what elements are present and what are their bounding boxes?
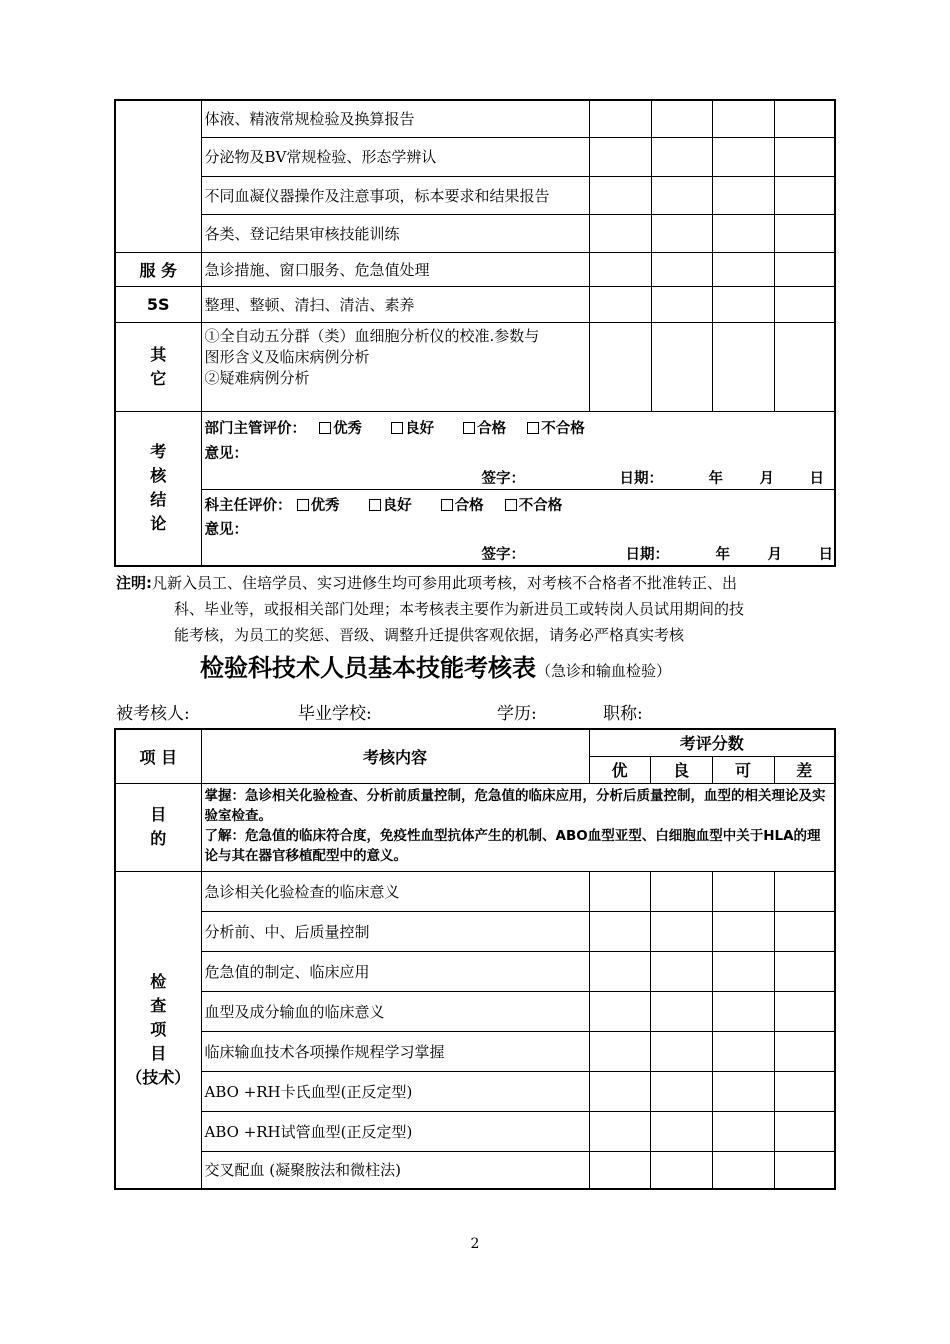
header-item: 项 目	[115, 729, 201, 783]
score-cell[interactable]	[712, 951, 774, 991]
skills-assessment-table	[114, 728, 836, 1190]
dept-eval-label: 部门主管评价：	[204, 420, 306, 437]
score-cell[interactable]	[650, 1151, 712, 1189]
item-text: 不同血凝仪器操作及注意事项，标本要求和结果报告	[201, 176, 589, 214]
score-cell[interactable]	[712, 214, 774, 252]
score-cell[interactable]	[589, 176, 651, 214]
checkbox-icon[interactable]	[391, 422, 403, 434]
item-text: 危急值的制定、临床应用	[201, 951, 589, 991]
score-cell[interactable]	[712, 252, 774, 286]
score-cell[interactable]	[774, 1151, 835, 1189]
option-pass[interactable]: 合格	[463, 417, 506, 438]
option-good[interactable]: 良好	[391, 417, 434, 438]
category-5s: 5S	[115, 286, 201, 322]
item-text: 临床输血技术各项操作规程学习掌握	[201, 1031, 589, 1071]
score-cell[interactable]	[712, 1151, 774, 1189]
director-eval-label: 科主任评价：	[204, 497, 292, 514]
score-cell[interactable]	[589, 214, 651, 252]
option-fail[interactable]: 不合格	[505, 494, 563, 515]
category-other: 其 它	[115, 322, 201, 411]
score-cell[interactable]	[589, 322, 651, 411]
check-items-label: 检 查 项 目 （技术）	[115, 871, 201, 1189]
score-cell[interactable]	[650, 951, 712, 991]
score-cell[interactable]	[774, 176, 835, 214]
item-text: 分泌物及BV常规检验、形态学辨认	[201, 137, 589, 176]
conclusion-label: 考 核 结 论	[115, 411, 201, 566]
category-service: 服 务	[115, 252, 201, 286]
form-title	[200, 648, 671, 683]
item-text: ABO +RH卡氏血型(正反定型)	[201, 1071, 589, 1111]
note-line-1: 凡新入员工、住培学员、实习进修生均可参用此项考核，对考核不合格者不批准转正、出	[152, 574, 738, 592]
score-cell[interactable]	[589, 286, 651, 322]
score-cell[interactable]	[712, 176, 774, 214]
score-cell[interactable]	[774, 322, 835, 411]
score-cell[interactable]	[651, 100, 712, 137]
director-evaluation-cell	[201, 489, 835, 566]
month-label: 月	[759, 470, 774, 487]
opinion-label: 意见：	[204, 445, 248, 462]
score-cell[interactable]	[712, 1071, 774, 1111]
score-cell[interactable]	[712, 100, 774, 137]
page-number: 2	[470, 1236, 480, 1252]
header-content: 考核内容	[201, 729, 589, 783]
score-cell[interactable]	[774, 911, 835, 951]
option-pass[interactable]: 合格	[441, 494, 484, 515]
score-cell[interactable]	[650, 911, 712, 951]
score-cell[interactable]	[774, 951, 835, 991]
score-cell[interactable]	[589, 252, 651, 286]
sign-label: 签字：	[481, 546, 525, 563]
score-cell[interactable]	[712, 1111, 774, 1151]
score-cell[interactable]	[651, 286, 712, 322]
checkbox-icon[interactable]	[463, 422, 475, 434]
score-cell[interactable]	[651, 252, 712, 286]
item-text: ABO +RH试管血型(正反定型)	[201, 1111, 589, 1151]
day-label: 日	[818, 546, 833, 563]
score-cell[interactable]	[712, 286, 774, 322]
year-label: 年	[708, 470, 723, 487]
score-cell[interactable]	[589, 1111, 650, 1151]
year-label: 年	[715, 546, 730, 563]
dept-evaluation-cell	[201, 411, 835, 489]
score-cell[interactable]	[774, 214, 835, 252]
score-cell[interactable]	[589, 100, 651, 137]
score-cell[interactable]	[650, 991, 712, 1031]
note-label: 注明:	[116, 574, 152, 592]
score-cell[interactable]	[774, 252, 835, 286]
score-cell[interactable]	[589, 1071, 650, 1111]
item-text: 整理、整顿、清扫、清洁、素养	[201, 286, 589, 322]
opinion-label: 意见：	[204, 521, 248, 538]
checkbox-icon[interactable]	[441, 499, 453, 511]
item-text: 交叉配血 (凝聚胺法和微柱法)	[201, 1151, 589, 1189]
score-cell[interactable]	[712, 991, 774, 1031]
skills-table-continued	[114, 99, 836, 567]
school-label: 毕业学校:	[298, 704, 372, 724]
option-good[interactable]: 良好	[369, 494, 412, 515]
score-cell[interactable]	[774, 286, 835, 322]
score-cell[interactable]	[712, 1031, 774, 1071]
option-excellent[interactable]: 优秀	[319, 417, 362, 438]
title-rank-label: 职称:	[603, 704, 643, 724]
grade-fair: 可	[712, 756, 774, 783]
item-text: 各类、登记结果审核技能训练	[201, 214, 589, 252]
education-label: 学历:	[497, 704, 537, 724]
score-cell[interactable]	[651, 214, 712, 252]
day-label: 日	[809, 470, 824, 487]
score-cell[interactable]	[650, 871, 712, 911]
checkbox-icon[interactable]	[319, 422, 331, 434]
category-cell-blank	[115, 100, 201, 252]
score-cell[interactable]	[712, 137, 774, 176]
form-title-sub: （急诊和输血检验）	[536, 662, 672, 680]
score-cell[interactable]	[774, 991, 835, 1031]
score-cell[interactable]	[589, 137, 651, 176]
score-cell[interactable]	[774, 137, 835, 176]
score-cell[interactable]	[712, 911, 774, 951]
grade-excellent: 优	[589, 756, 650, 783]
item-text: 血型及成分输血的临床意义	[201, 991, 589, 1031]
score-cell[interactable]	[712, 871, 774, 911]
checkbox-icon[interactable]	[369, 499, 381, 511]
score-cell[interactable]	[589, 991, 650, 1031]
score-cell[interactable]	[774, 871, 835, 911]
purpose-text: 掌握：急诊相关化验检查、分析前质量控制，危急值的临床应用，分析后质量控制，血型的相关理论及实验室检查。 了解：危急值的临床符合度，免疫性血型抗体产生的机制、ABO血型亚型、白细胞血型中关于HLA的理论与其在器官移植配型中的意义。	[201, 783, 835, 871]
item-text: 分析前、中、后质量控制	[201, 911, 589, 951]
note-block	[116, 570, 836, 648]
option-fail[interactable]: 不合格	[527, 417, 585, 438]
checkbox-icon[interactable]	[527, 422, 539, 434]
item-text: 急诊措施、窗口服务、危急值处理	[201, 252, 589, 286]
note-line-2: 科、毕业等，或报相关部门处理；本考核表主要作为新进员工或转岗人员试用期间的技	[174, 600, 745, 618]
score-cell[interactable]	[589, 951, 650, 991]
item-text: 急诊相关化验检查的临床意义	[201, 871, 589, 911]
score-cell[interactable]	[650, 1031, 712, 1071]
score-cell[interactable]	[589, 1151, 650, 1189]
month-label: 月	[767, 546, 782, 563]
score-cell[interactable]	[589, 871, 650, 911]
score-cell[interactable]	[774, 1071, 835, 1111]
score-cell[interactable]	[651, 137, 712, 176]
checkbox-icon[interactable]	[297, 499, 309, 511]
score-cell[interactable]	[774, 1111, 835, 1151]
score-cell[interactable]	[774, 100, 835, 137]
score-cell[interactable]	[650, 1071, 712, 1111]
form-title-main: 检验科技术人员基本技能考核表	[200, 654, 536, 682]
grade-good: 良	[650, 756, 712, 783]
score-cell[interactable]	[774, 1031, 835, 1071]
score-cell[interactable]	[589, 1031, 650, 1071]
option-excellent[interactable]: 优秀	[297, 494, 340, 515]
score-cell[interactable]	[651, 176, 712, 214]
sign-label: 签字：	[481, 470, 525, 487]
grade-poor: 差	[774, 756, 835, 783]
checkbox-icon[interactable]	[505, 499, 517, 511]
score-cell[interactable]	[712, 322, 774, 411]
score-cell[interactable]	[651, 322, 712, 411]
date-label: 日期：	[619, 470, 663, 487]
score-cell[interactable]	[589, 911, 650, 951]
examinee-label: 被考核人:	[116, 704, 190, 724]
note-line-3: 能考核，为员工的奖惩、晋级、调整升迁提供客观依据，请务必严格真实考核	[174, 626, 685, 644]
purpose-label: 目 的	[115, 783, 201, 871]
item-text-other: ①全自动五分群（类）血细胞分析仪的校准.参数与 图形含义及临床病例分析 ②疑难病例分析	[201, 322, 589, 411]
date-label: 日期：	[625, 546, 669, 563]
header-score: 考评分数	[589, 729, 835, 756]
score-cell[interactable]	[650, 1111, 712, 1151]
item-text: 体液、精液常规检验及换算报告	[201, 100, 589, 137]
